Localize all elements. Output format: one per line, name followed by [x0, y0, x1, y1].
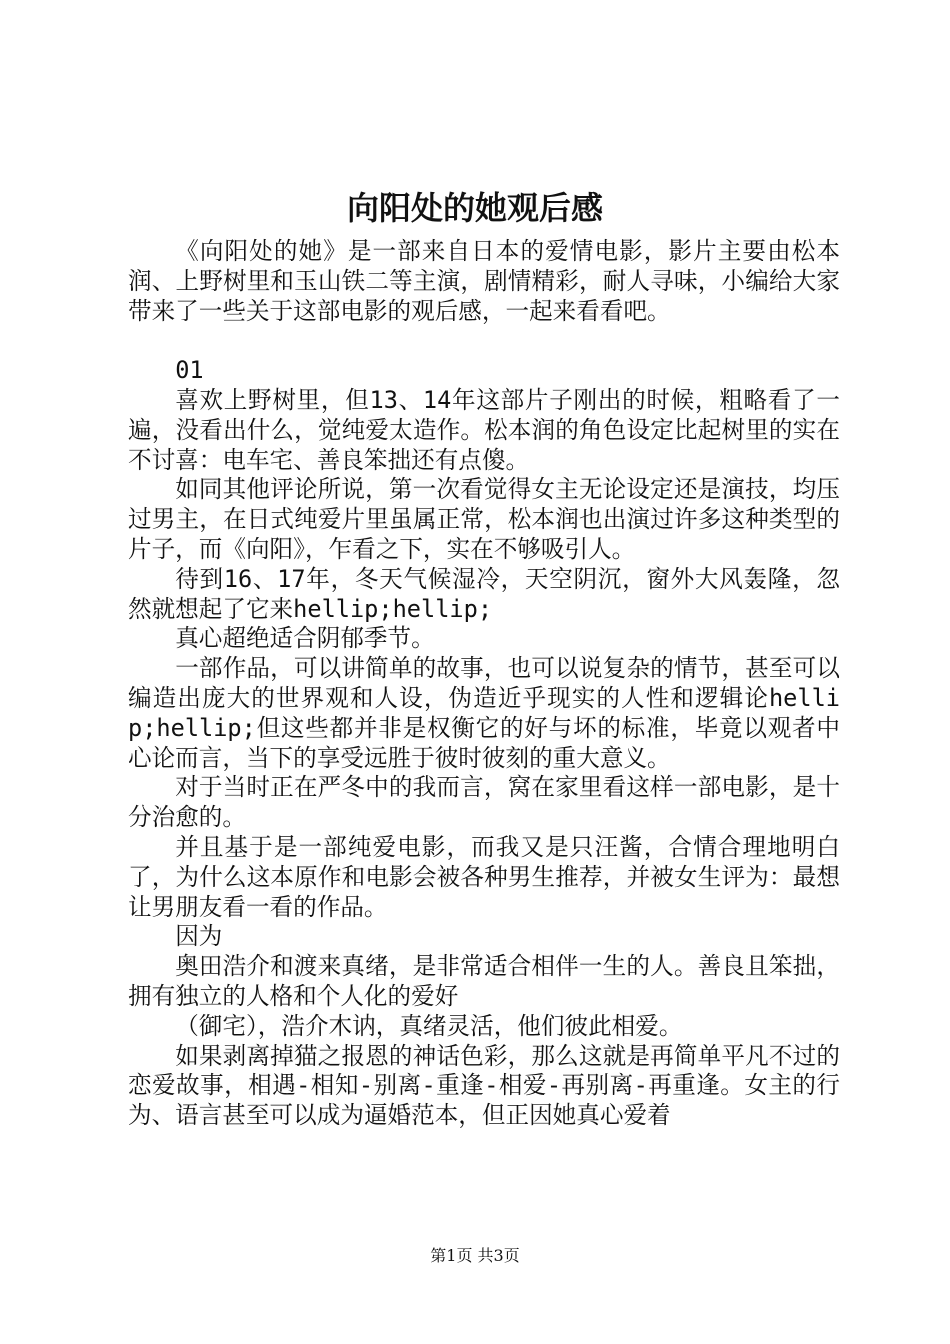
paragraph: 《向阳处的她》是一部来自日本的爱情电影，影片主要由松本润、上野树里和玉山铁二等主演，剧情精彩，耐人寻味，小编给大家带来了一些关于这部电影的观后感，一起来看看吧。 [128, 237, 840, 325]
paragraph: 奥田浩介和渡来真绪，是非常适合相伴一生的人。善良且笨拙，拥有独立的人格和个人化的爱好 [128, 952, 840, 1010]
paragraph: 喜欢上野树里，但13、14年这部片子刚出的时候，粗略看了一遍，没看出什么，觉纯爱太造作。松本润的角色设定比起树里的实在不讨喜：电车宅、善良笨拙还有点傻。 [128, 385, 840, 474]
paragraph: 真心超绝适合阴郁季节。 [175, 624, 435, 653]
paragraph: 如同其他评论所说，第一次看觉得女主无论设定还是演技，均压过男主，在日式纯爱片里虽属正常，松本润也出演过许多这种类型的片子，而《向阳》，乍看之下，实在不够吸引人。 [128, 475, 840, 563]
page-footer: 第1页 共3页 [430, 1246, 520, 1265]
paragraph: 如果剥离掉猫之报恩的神话色彩，那么这就是再简单平凡不过的恋爱故事，相遇-相知-别离-重逢-相爱-再别离-再重逢。女主的行为、语言甚至可以成为逼婚范本，但正因她真心爱着 [128, 1041, 840, 1130]
paragraph: 待到16、17年，冬天气候湿冷，天空阴沉，窗外大风轰隆，忽然就想起了它来hellip;hellip; [128, 564, 840, 623]
document-body [128, 237, 840, 1131]
section-number: 01 [175, 356, 204, 385]
paragraph: 对于当时正在严冬中的我而言，窝在家里看这样一部电影，是十分治愈的。 [128, 773, 840, 832]
paragraph: 并且基于是一部纯爱电影，而我又是只汪酱，合情合理地明白了，为什么这本原作和电影会被各种男生推荐，并被女生评为：最想让男朋友看一看的作品。 [128, 832, 840, 921]
document-title: 向阳处的她观后感 [346, 189, 603, 227]
paragraph: （御宅），浩介木讷，真绪灵活，他们彼此相爱。 [175, 1011, 683, 1040]
paragraph: 一部作品，可以讲简单的故事，也可以说复杂的情节，甚至可以编造出庞大的世界观和人设，伪造近乎现实的人性和逻辑论hellip;hellip;但这些都并非是权衡它的好与坏的标准，毕竟以观者中心论而言，当下的享受远胜于彼时彼刻的重大意义。 [128, 654, 840, 772]
blank-line [128, 326, 840, 356]
paragraph: 因为 [175, 922, 223, 951]
